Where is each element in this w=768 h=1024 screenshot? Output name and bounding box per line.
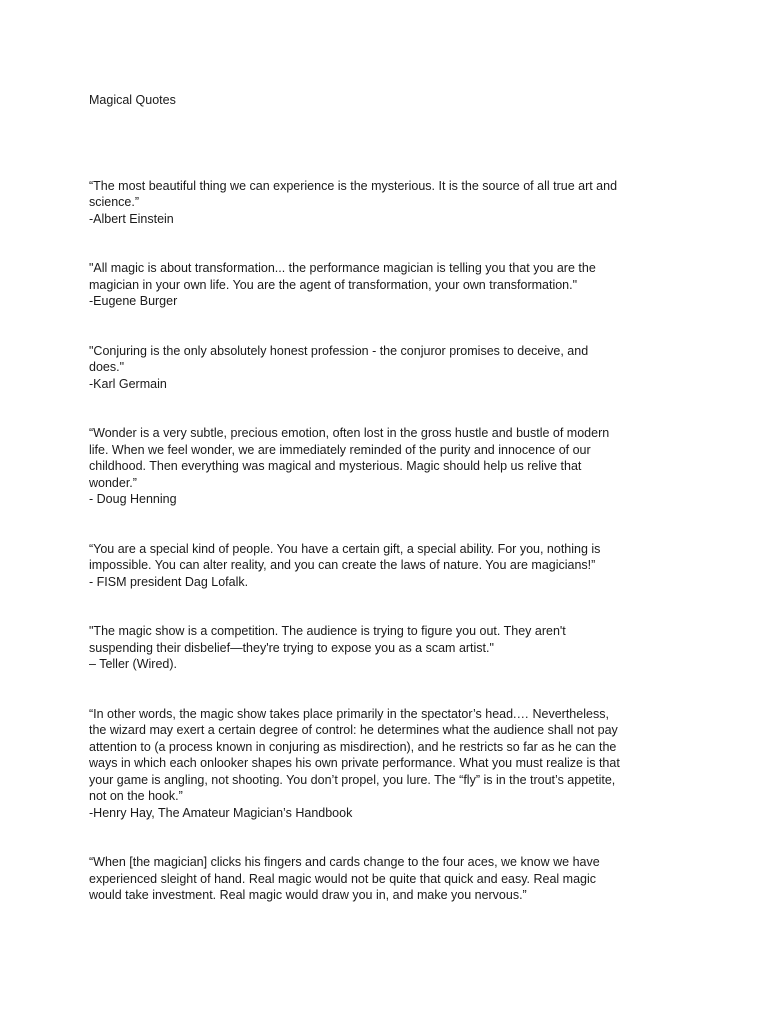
quote-block — [89, 623, 689, 673]
quote-text: "All magic is about transformation... the performance magician is telling you that you are the magician in your own life. You are the agent of transformation, your own transformation." — [89, 261, 596, 292]
quote-author: – Teller (Wired). — [89, 657, 177, 671]
quote-author: - FISM president Dag Lofalk. — [89, 574, 249, 589]
quote-text: “When [the magician] clicks his fingers and cards change to the four aces, we know we have experienced sleight of hand. Real magic would not be quite that quick and easy. Real magic would take investment. Real magic would draw you in, and make you nervous.” — [89, 855, 600, 902]
quote-author: - Doug Henning — [89, 492, 177, 506]
page-title: Magical Quotes — [89, 93, 176, 107]
quote-block — [89, 178, 689, 228]
quote-text: “You are a special kind of people. You have a certain gift, a special ability. For you, nothing is impossible. You can alter reality, and you can create the laws of nature. You are magicians!” — [89, 541, 601, 572]
quote-text: "Conjuring is the only absolutely honest profession - the conjuror promises to deceive, and does." — [89, 343, 589, 374]
quote-author: -Eugene Burger — [89, 294, 178, 308]
document-content — [89, 92, 689, 937]
quote-block — [89, 541, 689, 591]
quote-text: "The magic show is a competition. The audience is trying to figure you out. They aren't suspending their disbelief—they're trying to expose you as a scam artist." — [89, 624, 566, 655]
quote-text: “Wonder is a very subtle, precious emotion, often lost in the gross hustle and bustle of modern life. When we feel wonder, we are immediately reminded of the purity and innocence of our childhood. Then everything was magical and mysterious. Magic should help us relive that wonder.” — [89, 426, 610, 490]
quote-block — [89, 706, 689, 822]
quote-text: “The most beautiful thing we can experience is the mysterious. It is the source of all true art and science.” — [89, 178, 618, 209]
quote-block — [89, 260, 689, 310]
quote-block — [89, 425, 689, 508]
quote-block — [89, 343, 689, 393]
quote-text: “In other words, the magic show takes place primarily in the spectator’s head.… Nevertheless, the wizard may exert a certain degree of control: he determines what the audience shall not pay attention to (a process known in conjuring as misdirection), and he restricts so far as he can the ways in which each onlooker shapes his own private performance. What you must realize is that your game is angling, not shooting. You don’t propel, you lure. The “fly” is in the trout’s appetite, not on the hook.” — [89, 706, 620, 803]
quote-author: -Henry Hay, The Amateur Magician’s Handbook — [89, 805, 353, 820]
quote-block — [89, 854, 689, 904]
quote-author: -Albert Einstein — [89, 211, 174, 226]
quote-author: -Karl Germain — [89, 376, 167, 391]
